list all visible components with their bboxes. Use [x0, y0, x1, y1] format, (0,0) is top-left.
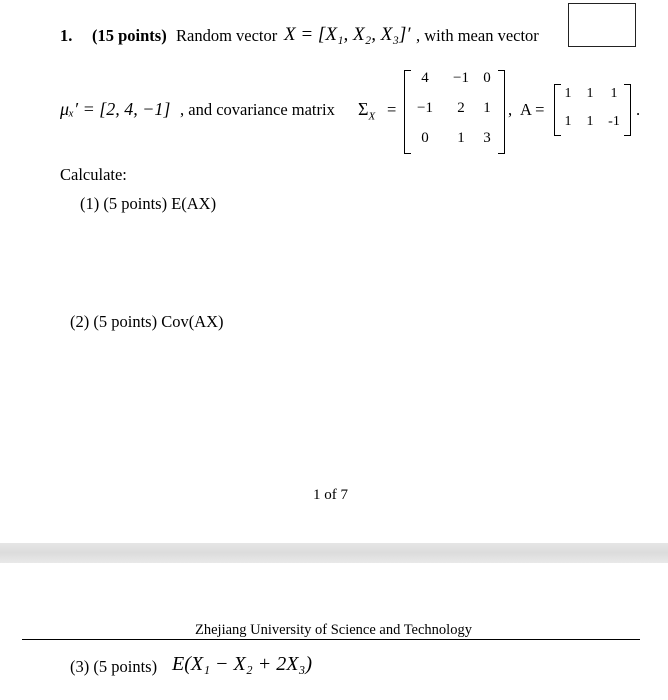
matrix-separator: , — [508, 100, 513, 119]
calculate-heading: Calculate: — [60, 165, 127, 184]
footer-rule — [22, 639, 640, 640]
page-break — [0, 543, 668, 563]
problem-points: (15 points) — [92, 26, 167, 45]
sigma-equals: = — [387, 100, 397, 119]
sigma-cell: 1 — [483, 100, 491, 116]
a-period: . — [636, 100, 641, 119]
sigma-cell: 0 — [483, 70, 491, 86]
vector-definition: X = [X₁, X₂, X₃]′ — [284, 24, 411, 45]
a-cell: 1 — [564, 114, 572, 129]
mean-vector: μₓ′ = [2, 4, −1] — [60, 99, 171, 119]
a-right-bracket — [624, 84, 631, 136]
sigma-left-bracket — [404, 70, 411, 154]
page-number: 1 of 7 — [313, 487, 348, 503]
a-cell: -1 — [608, 114, 620, 129]
footer-university: Zhejiang University of Science and Technology — [195, 622, 472, 638]
sigma-cell: −1 — [453, 70, 469, 86]
part-2-label: (2) (5 points) Cov(AX) — [70, 312, 224, 331]
score-box[interactable] — [568, 3, 636, 47]
a-cell: 1 — [586, 86, 594, 101]
sigma-cell: 3 — [483, 130, 491, 146]
part-3-label: (3) (5 points) — [70, 657, 158, 676]
part-1-label: (1) (5 points) E(AX) — [80, 194, 217, 213]
a-cell: 1 — [586, 114, 594, 129]
mean-intro: , with mean vector — [416, 26, 539, 45]
sigma-cell: 4 — [421, 70, 429, 86]
sigma-cell: 2 — [457, 100, 465, 116]
sigma-symbol: $\Sigma_X$ — [358, 99, 376, 123]
cov-intro: , and covariance matrix — [180, 100, 335, 119]
a-cell: 1 — [610, 86, 618, 101]
sigma-cell: 1 — [457, 130, 465, 146]
problem-intro: Random vector — [176, 26, 278, 45]
sigma-cell: 0 — [421, 130, 429, 146]
a-label: A = — [520, 100, 545, 119]
sigma-cell: −1 — [417, 100, 433, 116]
part-3-expression: E(X₁ − X₂ + 2X₃) — [172, 653, 313, 675]
a-cell: 1 — [564, 86, 572, 101]
sigma-right-bracket — [498, 70, 505, 154]
problem-number: 1. — [60, 26, 73, 45]
